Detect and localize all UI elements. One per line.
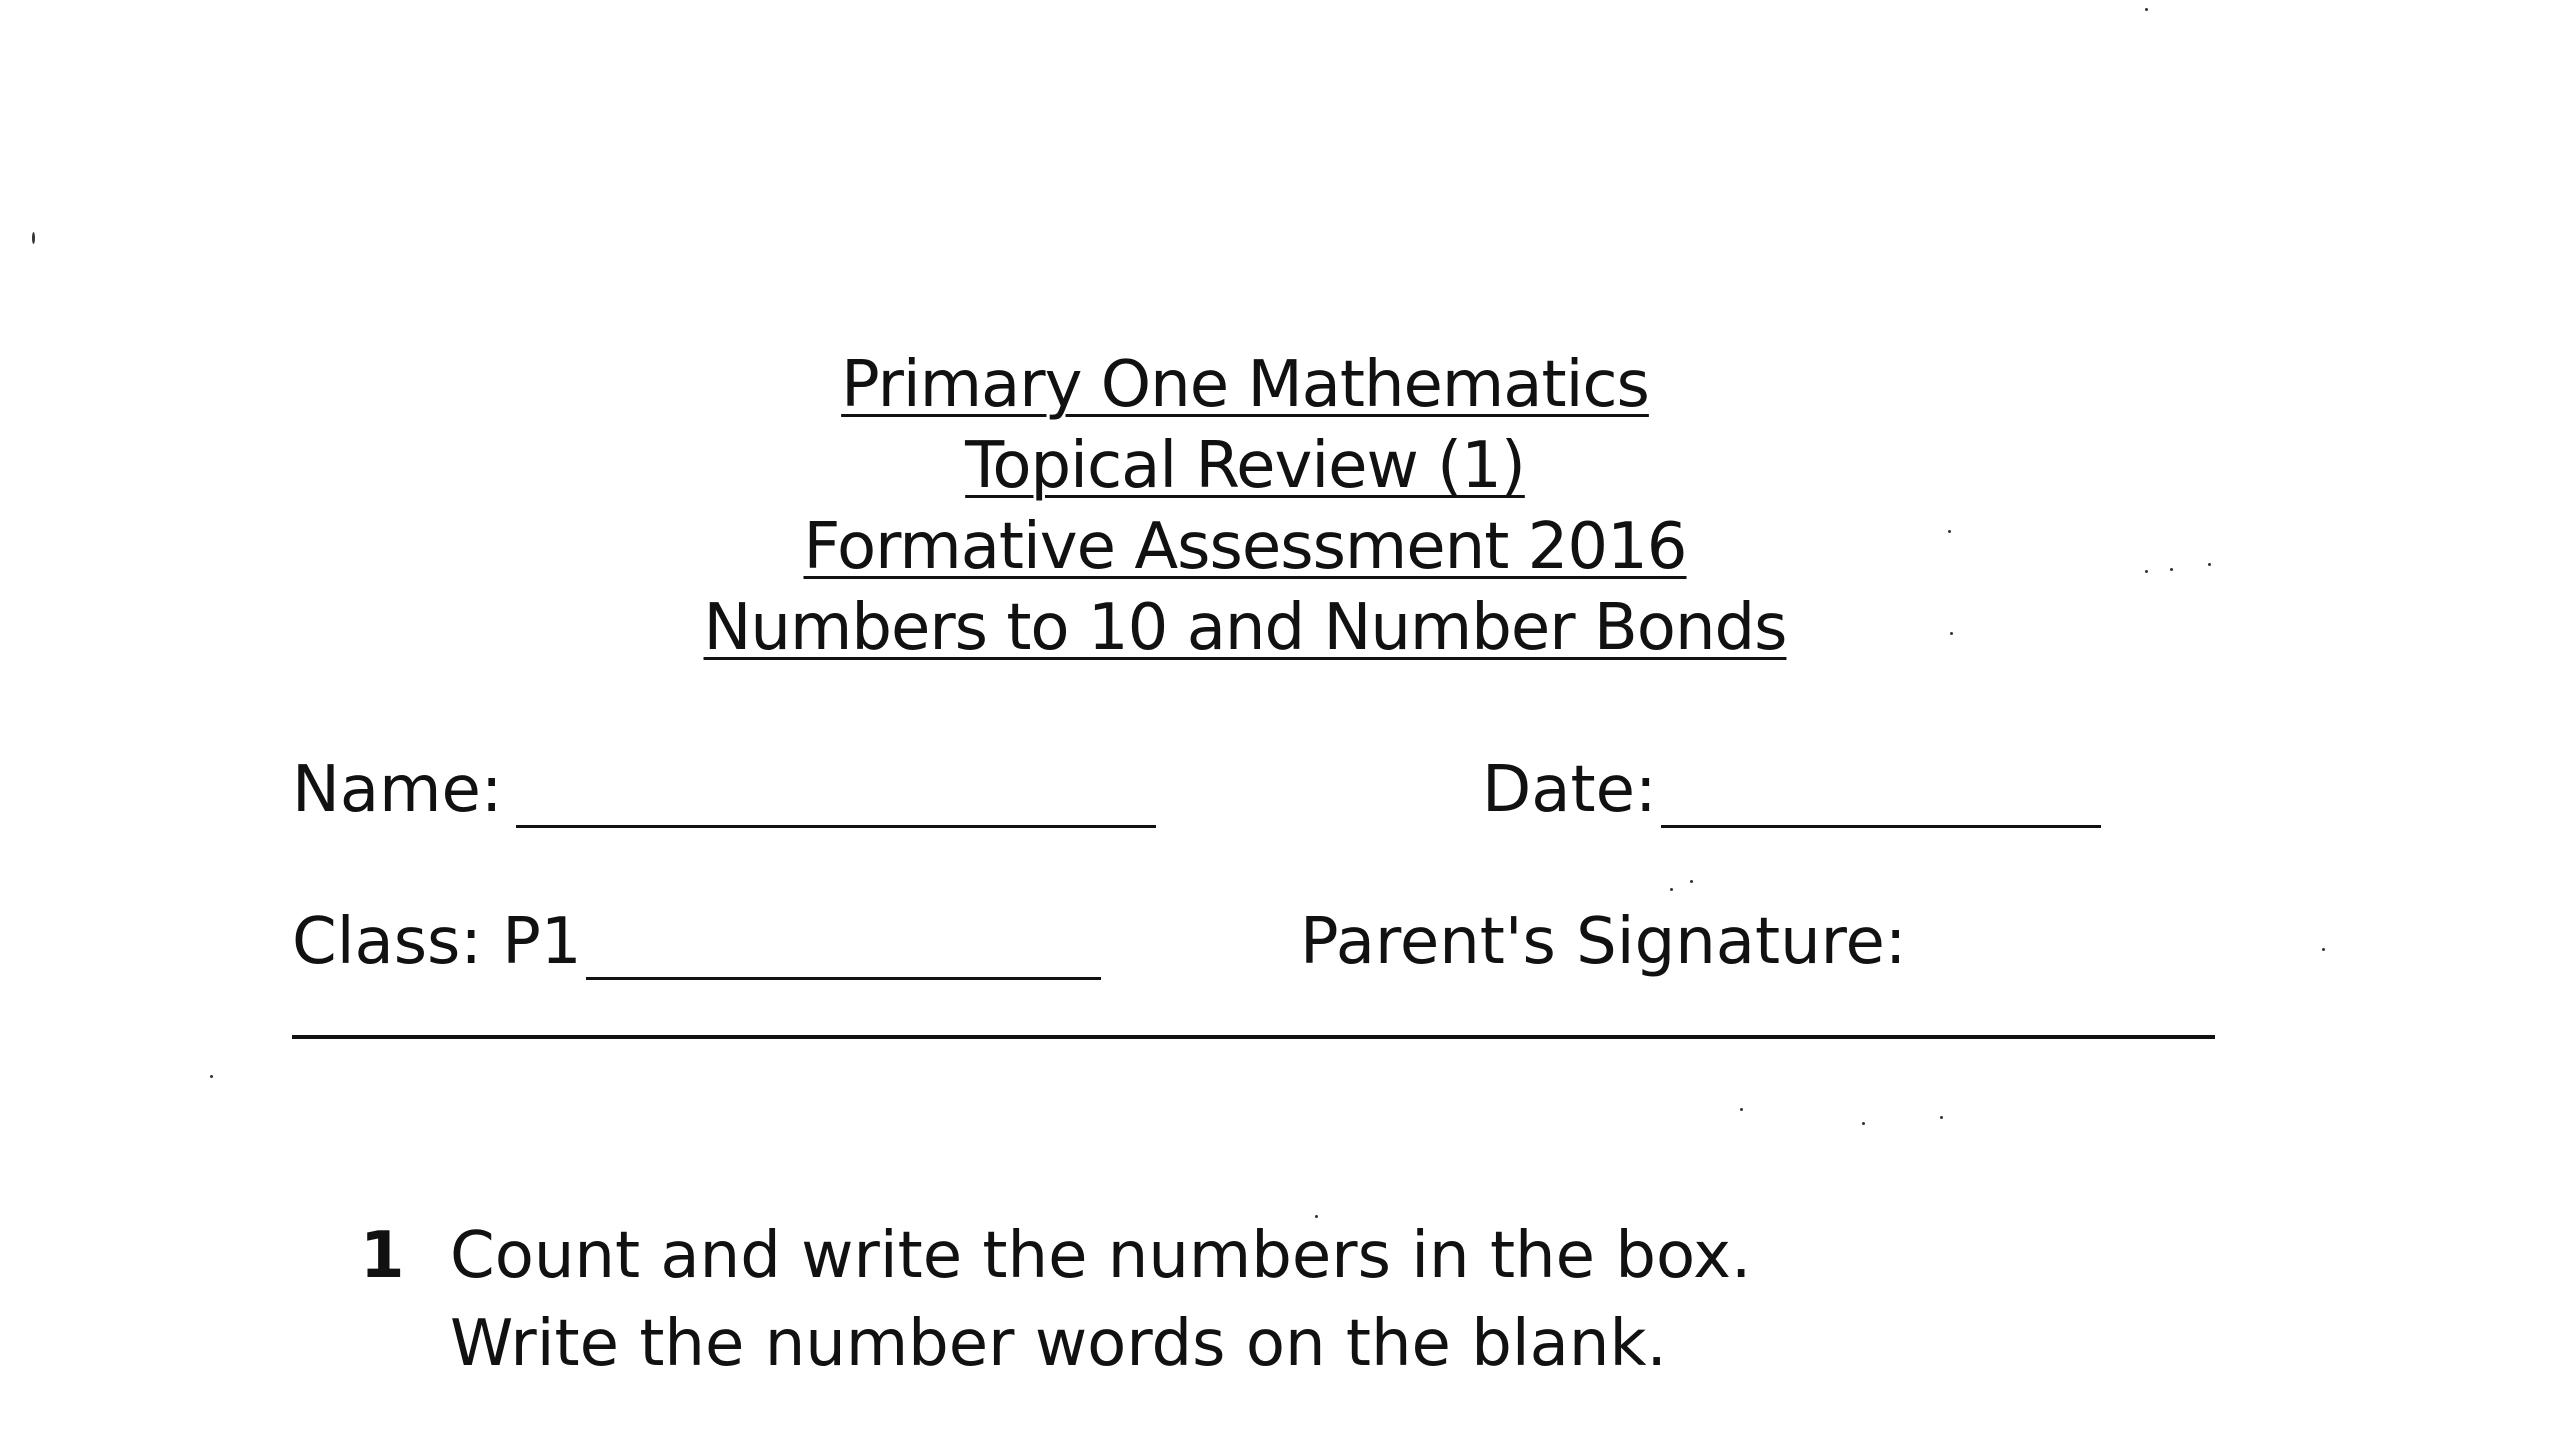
question-1 [360, 1212, 1751, 1388]
scan-speck [1315, 1215, 1318, 1218]
signature-label: Parent's Signature: [1300, 905, 1907, 979]
header-assessment: Formative Assessment 2016 [803, 510, 1687, 584]
scan-speck [1740, 1108, 1743, 1111]
date-blank[interactable] [1661, 765, 2101, 828]
question-instruction-1: Count and write the numbers in the box. [450, 1219, 1752, 1293]
scan-speck [1948, 530, 1951, 533]
scan-speck [1670, 888, 1673, 891]
scan-speck [32, 232, 35, 244]
scan-speck [2322, 948, 2325, 951]
question-number: 1 [360, 1219, 405, 1293]
header-subject: Primary One Mathematics [841, 348, 1649, 422]
question-instruction-2: Write the number words on the blank. [450, 1307, 1667, 1381]
name-blank[interactable] [516, 765, 1156, 828]
worksheet-header [0, 345, 2490, 669]
header-review: Topical Review (1) [965, 429, 1525, 503]
scan-speck [1940, 1116, 1943, 1119]
date-field[interactable] [1482, 752, 2101, 828]
scan-speck [2208, 563, 2211, 566]
header-topic: Numbers to 10 and Number Bonds [703, 591, 1787, 665]
scan-speck [2170, 568, 2173, 571]
scan-speck [2145, 570, 2148, 573]
scan-speck [2145, 8, 2148, 11]
name-field[interactable] [292, 752, 1156, 828]
scan-speck [210, 1075, 213, 1078]
scan-speck [1862, 1122, 1865, 1125]
signature-field[interactable] [1300, 904, 1906, 980]
date-label: Date: [1482, 753, 1657, 827]
class-blank[interactable] [586, 917, 1101, 980]
scan-speck [1950, 632, 1953, 635]
scan-speck [1690, 880, 1693, 883]
class-field[interactable] [292, 904, 1101, 980]
header-divider [292, 1035, 2215, 1039]
class-label: Class: P1 [292, 905, 582, 979]
name-label: Name: [292, 753, 503, 827]
